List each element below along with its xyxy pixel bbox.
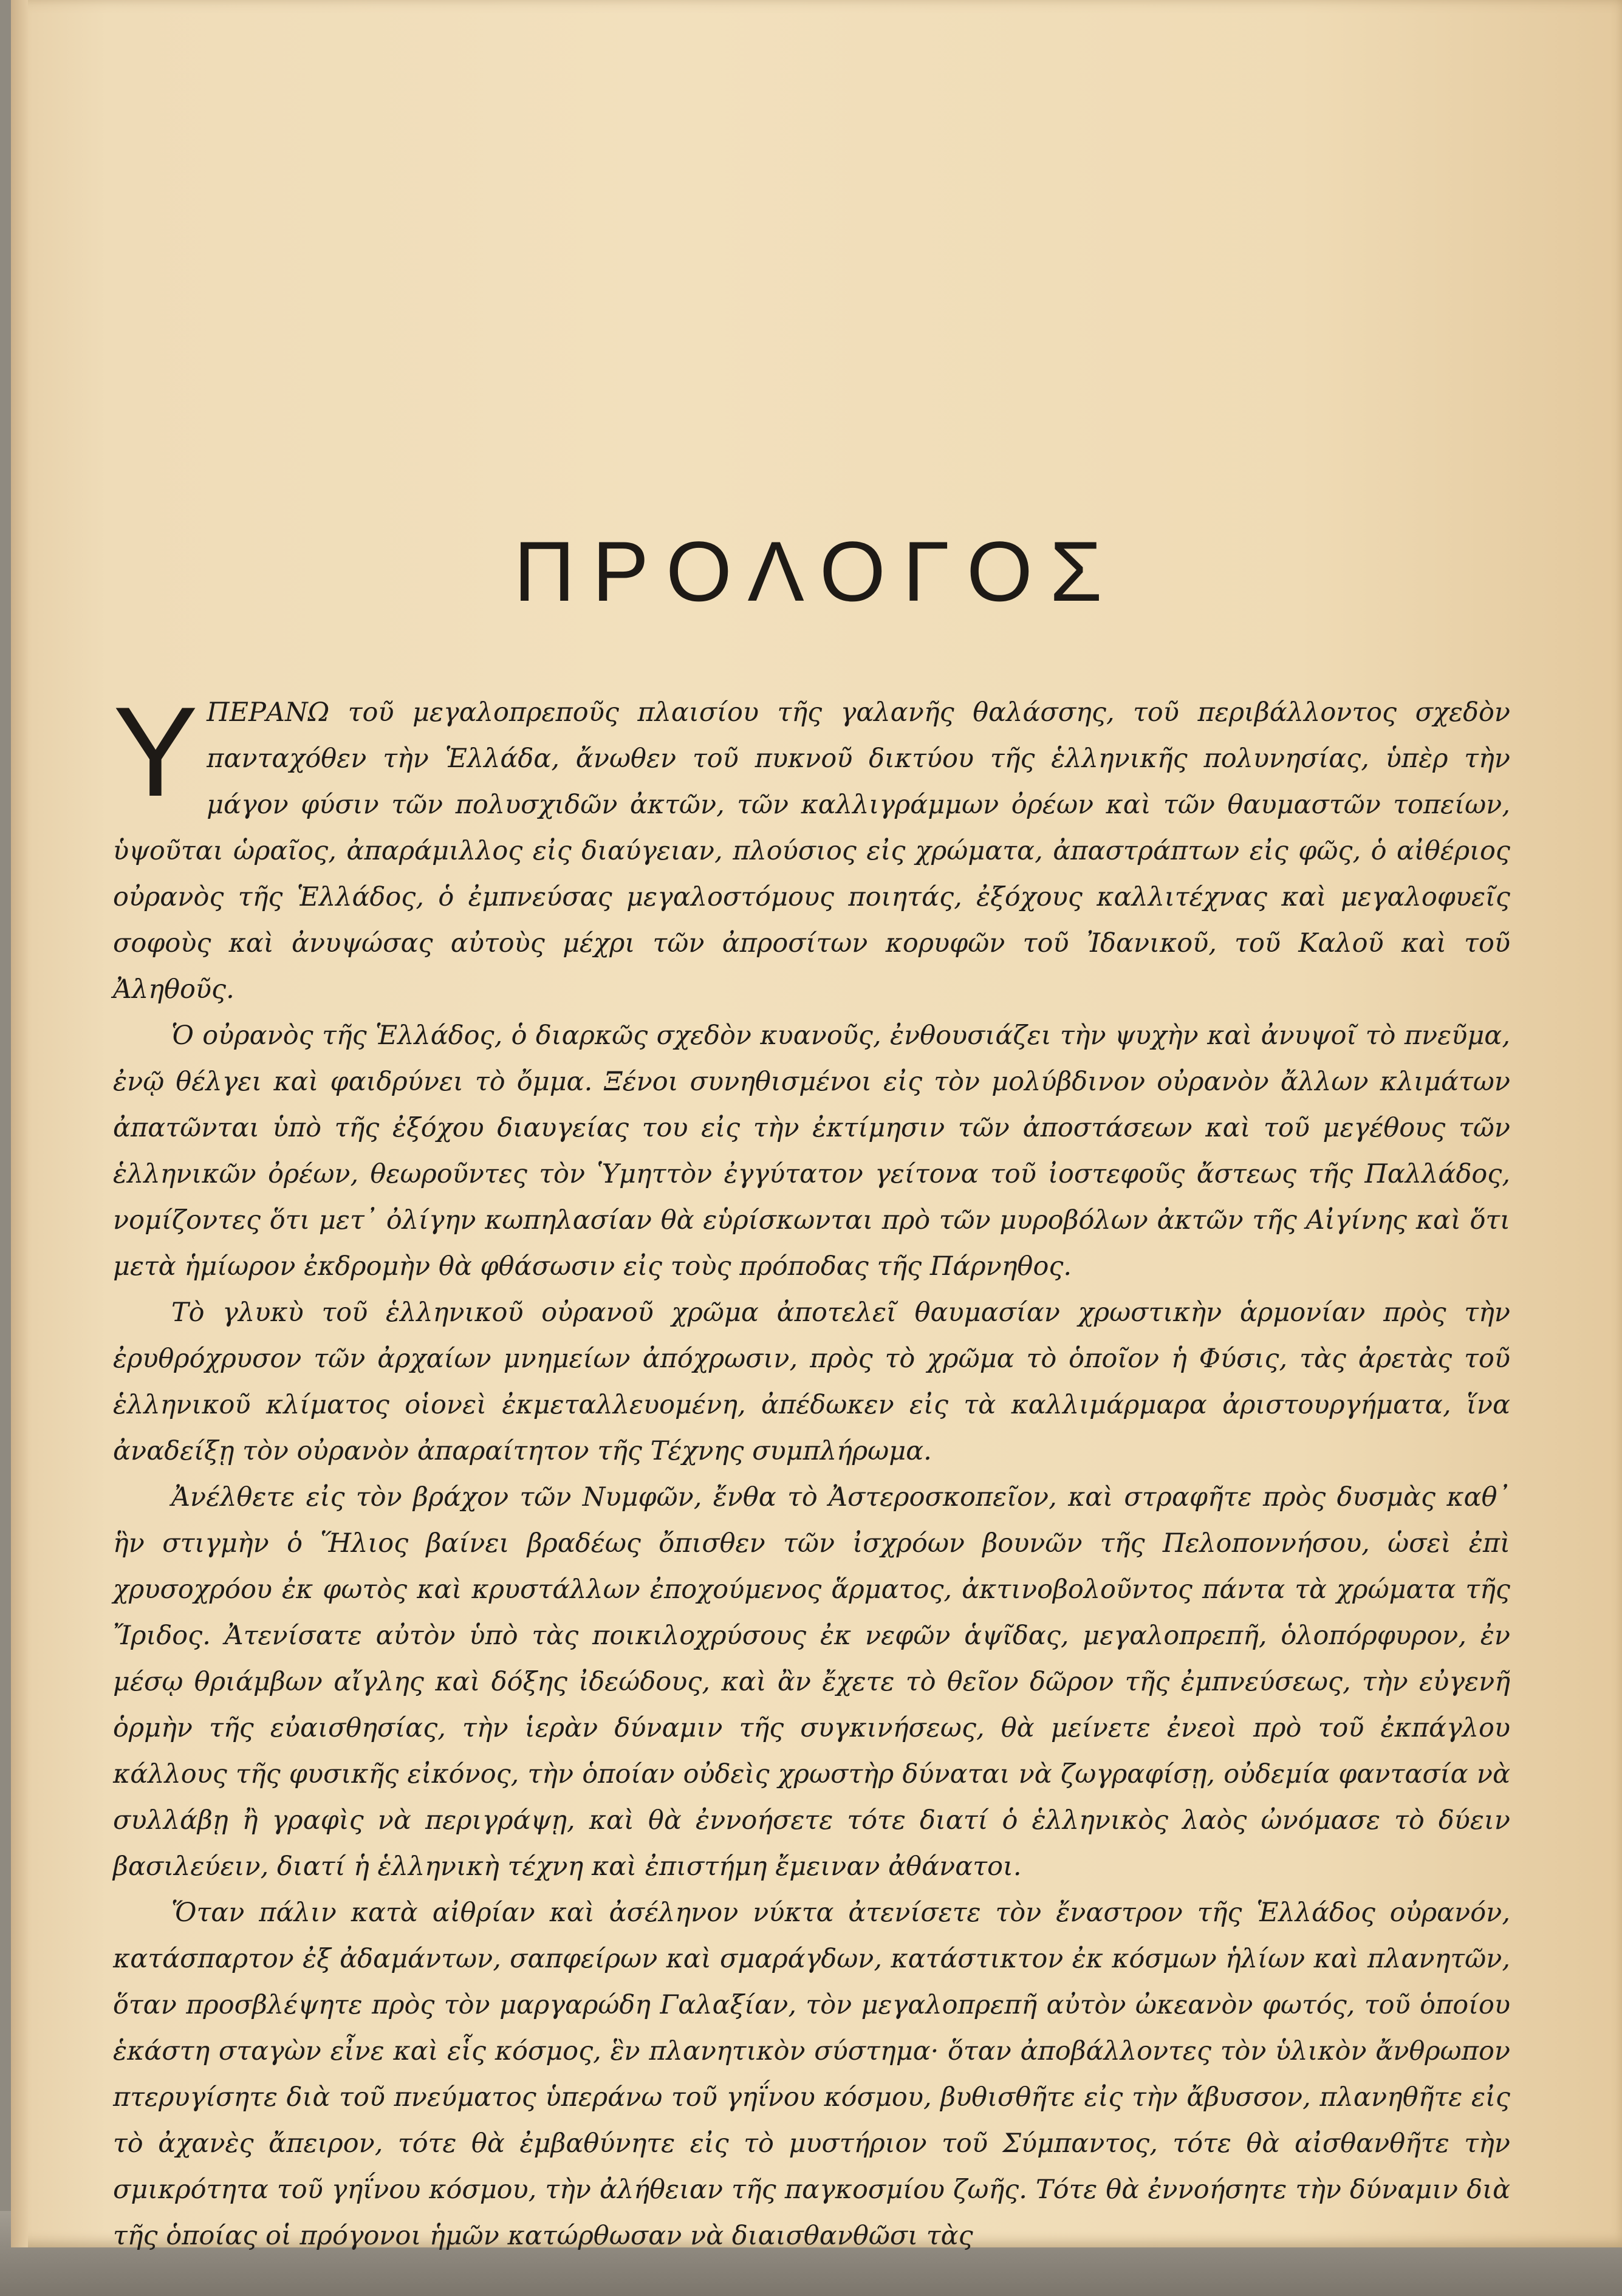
paragraph-1-text: ΠΕΡΑΝΩ τοῦ μεγαλοπρεποῦς πλαισίου τῆς γαλανῆς θαλάσσης, τοῦ περιβάλλοντος σχεδὸν πανταχόθεν τὴν Ἑλλάδα, ἄνωθεν τοῦ πυκνοῦ δικτύου τῆς ἑλληνικῆς πολυνησίας, ὑπὲρ τὴν μάγον φύσιν τῶν πολυσχιδῶν ἀκτῶν, τῶν καλλιγράμμων ὀρέων καὶ τῶν θαυμαστῶν τοπείων, ὑψοῦται ὡραῖος, ἀπαράμιλλος εἰς διαύγειαν, πλούσιος εἰς χρώματα, ἀπαστράπτων εἰς φῶς, ὁ αἰθέριος οὐρανὸς τῆς Ἑλλάδος, ὁ ἐμπνεύσας μεγαλοστόμους ποιητάς, ἐξόχους καλλιτέχνας καὶ μεγαλοφυεῖς σοφοὺς καὶ ἀνυψώσας αὐτοὺς μέχρι τῶν ἀπροσίτων κορυφῶν τοῦ Ἰδανικοῦ, τοῦ Καλοῦ καὶ τοῦ Ἀληθοῦς. bbox=[113, 697, 1510, 1005]
drop-cap: Υ bbox=[113, 680, 199, 823]
page-title: ΠΡΟΛΟΓΟΣ bbox=[513, 524, 1120, 619]
paragraph-1 bbox=[113, 680, 1510, 1013]
book-page bbox=[11, 0, 1622, 2251]
body-text bbox=[113, 680, 1510, 2259]
page-spine-shadow bbox=[11, 0, 28, 2247]
paragraph-3: Τὸ γλυκὺ τοῦ ἑλληνικοῦ οὐρανοῦ χρῶμα ἀποτελεῖ θαυμασίαν χρωστικὴν ἁρμονίαν πρὸς τὴν ἐρυθρόχρυσον τῶν ἀρχαίων μνημείων ἀπόχρωσιν, πρὸς τὸ χρῶμα τὸ ὁποῖον ἡ Φύσις, τὰς ἀρετὰς τοῦ ἑλληνικοῦ κλίματος οἱονεὶ ἐκμεταλλευομένη, ἀπέδωκεν εἰς τὰ καλλιμάρμαρα ἀριστουργήματα, ἵνα ἀναδείξῃ τὸν οὐρανὸν ἀπαραίτητον τῆς Τέχνης συμπλήρωμα. bbox=[113, 1297, 1510, 1466]
paragraph-2: Ὁ οὐρανὸς τῆς Ἑλλάδος, ὁ διαρκῶς σχεδὸν κυανοῦς, ἐνθουσιάζει τὴν ψυχὴν καὶ ἀνυψοῖ τὸ πνεῦμα, ἐνῷ θέλγει καὶ φαιδρύνει τὸ ὄμμα. Ξένοι συνηθισμένοι εἰς τὸν μολύβδινον οὐρανὸν ἄλλων κλιμάτων ἀπατῶνται ὑπὸ τῆς ἐξόχου διαυγείας του εἰς τὴν ἐκτίμησιν τῶν ἀποστάσεων καὶ τοῦ μεγέθους τῶν ἑλληνικῶν ὀρέων, θεωροῦντες τὸν Ὑμηττὸν ἐγγύτατον γείτονα τοῦ ἰοστεφοῦς ἄστεως τῆς Παλλάδος, νομίζοντες ὅτι μετ᾿ ὀλίγην κωπηλασίαν θὰ εὑρίσκωνται πρὸ τῶν μυροβόλων ἀκτῶν τῆς Αἰγίνης καὶ ὅτι μετὰ ἡμίωρον ἐκδρομὴν θὰ φθάσωσιν εἰς τοὺς πρόποδας τῆς Πάρνηθος. bbox=[113, 1020, 1510, 1282]
paragraph-4: Ἀνέλθετε εἰς τὸν βράχον τῶν Νυμφῶν, ἔνθα τὸ Ἀστεροσκοπεῖον, καὶ στραφῆτε πρὸς δυσμὰς καθ᾿ ἣν στιγμὴν ὁ Ἥλιος βαίνει βραδέως ὄπισθεν τῶν ἰσχρόων βουνῶν τῆς Πελοποννήσου, ὡσεὶ ἐπὶ χρυσοχρόου ἐκ φωτὸς καὶ κρυστάλλων ἐποχούμενος ἅρματος, ἀκτινοβολοῦντος πάντα τὰ χρώματα τῆς Ἴριδος. Ἀτενίσατε αὐτὸν ὑπὸ τὰς ποικιλοχρύσους ἐκ νεφῶν ἁψῖδας, μεγαλοπρεπῆ, ὁλοπόρφυρον, ἐν μέσῳ θριάμβων αἴγλης καὶ δόξης ἰδεώδους, καὶ ἂν ἔχετε τὸ θεῖον δῶρον τῆς ἐμπνεύσεως, τὴν εὐγενῆ ὁρμὴν τῆς εὐαισθησίας, τὴν ἱερὰν δύναμιν τῆς συγκινήσεως, θὰ μείνετε ἐνεοὶ πρὸ τοῦ ἐκπάγλου κάλλους τῆς φυσικῆς εἰκόνος, τὴν ὁποίαν οὐδεὶς χρωστὴρ δύναται νὰ ζωγραφίσῃ, οὐδεμία φαντασία νὰ συλλάβῃ ἢ γραφὶς νὰ περιγράψῃ, καὶ θὰ ἐννοήσετε τότε διατί ὁ ἑλληνικὸς λαὸς ὠνόμασε τὸ δύειν βασιλεύειν, διατί ἡ ἑλληνικὴ τέχνη καὶ ἐπιστήμη ἔμειναν ἀθάνατοι. bbox=[113, 1482, 1510, 1882]
paragraph-5: Ὅταν πάλιν κατὰ αἰθρίαν καὶ ἀσέληνον νύκτα ἀτενίσετε τὸν ἔναστρον τῆς Ἑλλάδος οὐρανόν, κατάσπαρτον ἐξ ἀδαμάντων, σαπφείρων καὶ σμαράγδων, κατάστικτον ἐκ κόσμων ἡλίων καὶ πλανητῶν, ὅταν προσβλέψητε πρὸς τὸν μαργαρώδη Γαλαξίαν, τὸν μεγαλοπρεπῆ αὐτὸν ὠκεανὸν φωτός, τοῦ ὁποίου ἑκάστη σταγὼν εἶνε καὶ εἷς κόσμος, ἓν πλανητικὸν σύστημα· ὅταν ἀποβάλλοντες τὸν ὑλικὸν ἄνθρωπον πτερυγίσητε διὰ τοῦ πνεύματος ὑπεράνω τοῦ γηΐνου κόσμου, βυθισθῆτε εἰς τὴν ἄβυσσον, πλανηθῆτε εἰς τὸ ἀχανὲς ἄπειρον, τότε θὰ ἐμβαθύνητε εἰς τὸ μυστήριον τοῦ Σύμπαντος, τότε θὰ αἰσθανθῆτε τὴν σμικρότητα τοῦ γηΐνου κόσμου, τὴν ἀλήθειαν τῆς παγκοσμίου ζωῆς. Τότε θὰ ἐννοήσητε τὴν δύναμιν διὰ τῆς ὁποίας οἱ πρόγονοι ἡμῶν κατώρθωσαν νὰ διαισθανθῶσι τὰς bbox=[113, 1898, 1510, 2251]
